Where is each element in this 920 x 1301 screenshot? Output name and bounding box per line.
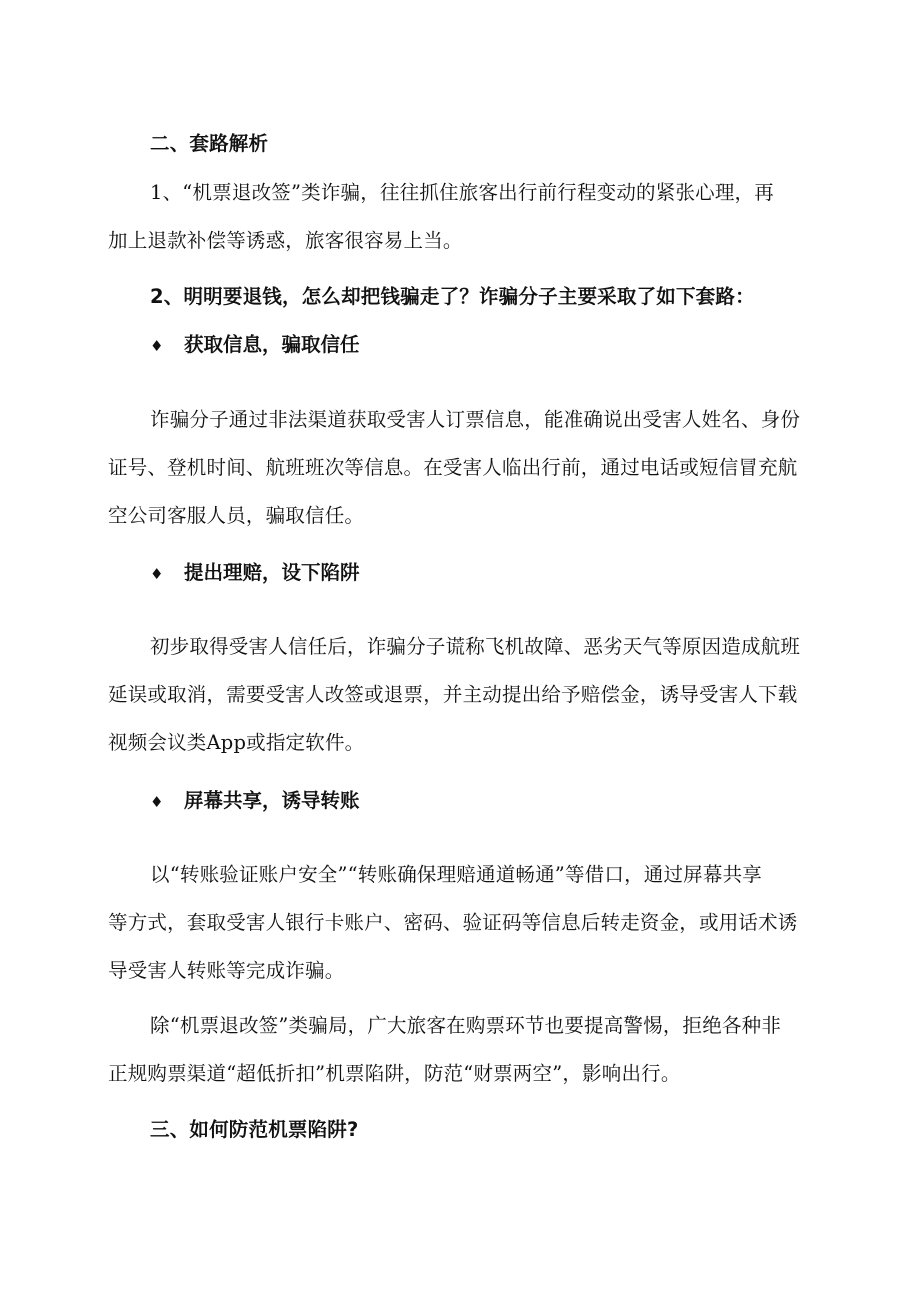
item2-line3: 视频会议类App或指定软件。 — [108, 731, 365, 754]
section-heading-3: 三、如何防范机票陷阱? — [150, 1118, 359, 1141]
item3-line3: 导受害人转账等完成诈骗。 — [108, 959, 345, 982]
bullet-item-2 — [150, 558, 360, 588]
bullet-item-1-title: 获取信息，骗取信任 — [184, 333, 360, 356]
diamond-bullet-icon: ♦ — [150, 565, 164, 583]
bullet-item-1 — [150, 330, 360, 360]
bullet-item-3-title: 屏幕共享，诱导转账 — [184, 789, 360, 812]
diamond-bullet-icon: ♦ — [150, 793, 164, 811]
item3-line1: 以“转账验证账户安全”“转账确保理赔通道畅通”等借口，通过屏幕共享 — [150, 863, 762, 886]
para3-line1: 除“机票退改签”类骗局，广大旅客在购票环节也要提高警惕，拒绝各种非 — [150, 1014, 782, 1037]
item3-line2: 等方式，套取受害人银行卡账户、密码、验证码等信息后转走资金，或用话术诱 — [108, 911, 798, 934]
diamond-bullet-icon: ♦ — [150, 337, 164, 355]
item2-line2: 延误或取消，需要受害人改签或退票，并主动提出给予赔偿金，诱导受害人下载 — [108, 683, 798, 706]
bullet-item-2-title: 提出理赔，设下陷阱 — [184, 561, 360, 584]
para1-line2: 加上退款补偿等诱惑，旅客很容易上当。 — [108, 229, 463, 252]
para1-line1: 1、“机票退改签”类诈骗，往往抓住旅客出行前行程变动的紧张心理，再 — [150, 181, 774, 204]
section-heading-2: 二、套路解析 — [150, 132, 269, 155]
item1-line1: 诈骗分子通过非法渠道获取受害人订票信息，能准确说出受害人姓名、身份 — [150, 408, 801, 431]
item1-line2: 证号、登机时间、航班班次等信息。在受害人临出行前，通过电话或短信冒充航 — [108, 456, 798, 479]
item2-line1: 初步取得受害人信任后，诈骗分子谎称飞机故障、恶劣天气等原因造成航班 — [150, 635, 801, 658]
item1-line3: 空公司客服人员，骗取信任。 — [108, 504, 365, 527]
para3-line2: 正规购票渠道“超低折扣”机票陷阱，防范“财票两空”，影响出行。 — [108, 1062, 681, 1085]
para2-heading: 2、明明要退钱，怎么却把钱骗走了？诈骗分子主要采取了如下套路： — [150, 285, 755, 308]
bullet-item-3 — [150, 786, 360, 816]
